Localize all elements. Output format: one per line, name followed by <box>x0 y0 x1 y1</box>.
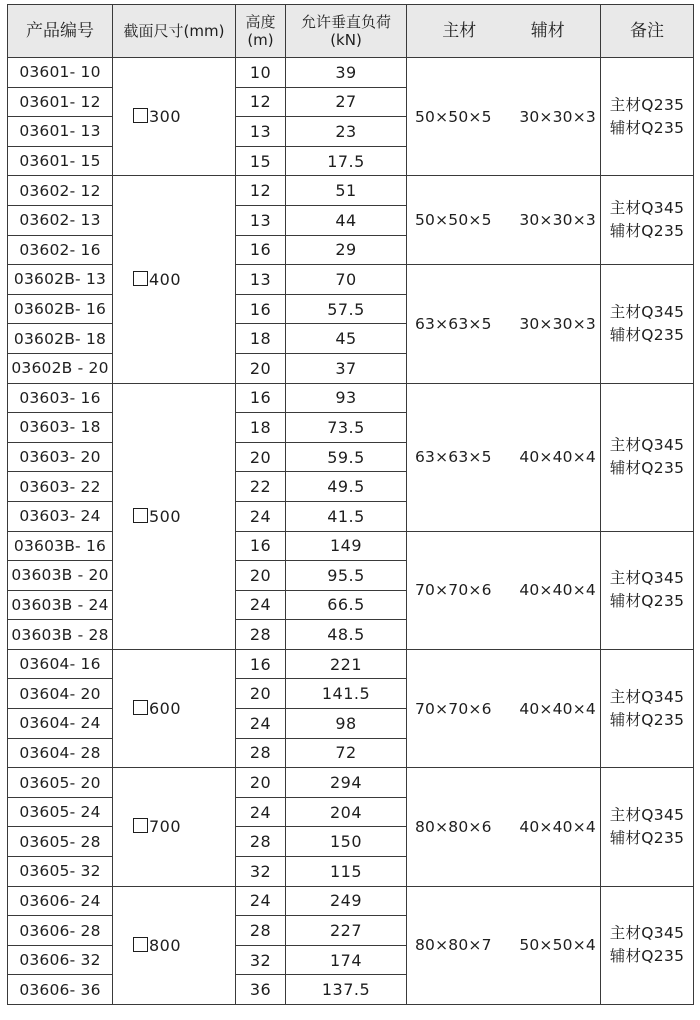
header-note: 备注 <box>601 5 694 58</box>
cell-section-size <box>113 383 236 649</box>
cell-load: 115 <box>286 857 407 887</box>
main-material-spec: 70×70×6 <box>415 581 492 600</box>
square-section-icon <box>133 108 148 123</box>
cell-load: 48.5 <box>286 620 407 650</box>
section-size-value: 600 <box>149 699 182 719</box>
cell-materials <box>407 58 601 176</box>
cell-product-code: 03603- 16 <box>8 383 113 413</box>
note-main-grade: 主材Q345 <box>609 924 685 943</box>
cell-height: 16 <box>236 235 286 265</box>
table-row <box>8 886 694 916</box>
note-main-grade: 主材Q345 <box>609 805 685 824</box>
cell-product-code: 03602- 16 <box>8 235 113 265</box>
cell-load: 221 <box>286 649 407 679</box>
cell-note <box>601 768 694 886</box>
cell-materials <box>407 768 601 886</box>
cell-load: 73.5 <box>286 413 407 443</box>
cell-note <box>601 383 694 531</box>
cell-note <box>601 886 694 1004</box>
section-size-value: 300 <box>149 107 182 127</box>
table-row <box>8 265 694 295</box>
cell-section-size <box>113 886 236 1004</box>
cell-height: 10 <box>236 58 286 88</box>
cell-note <box>601 649 694 767</box>
table-row <box>8 768 694 798</box>
cell-height: 16 <box>236 383 286 413</box>
cell-materials <box>407 649 601 767</box>
main-material-spec: 80×80×6 <box>415 817 492 836</box>
main-material-spec: 63×63×5 <box>415 314 492 333</box>
square-section-icon <box>133 508 148 523</box>
note-aux-grade: 辅材Q235 <box>609 592 685 611</box>
cell-product-code: 03605- 32 <box>8 857 113 887</box>
aux-material-spec: 30×30×3 <box>519 211 596 230</box>
cell-materials <box>407 531 601 649</box>
main-material-spec: 50×50×5 <box>415 211 492 230</box>
cell-load: 23 <box>286 117 407 147</box>
square-section-icon <box>133 271 148 286</box>
cell-load: 51 <box>286 176 407 206</box>
cell-load: 44 <box>286 205 407 235</box>
header-aux-material: 辅材 <box>530 21 565 41</box>
cell-load: 249 <box>286 886 407 916</box>
aux-material-spec: 40×40×4 <box>519 448 596 467</box>
cell-height: 20 <box>236 768 286 798</box>
section-size-value: 500 <box>149 506 182 526</box>
cell-product-code: 03601- 15 <box>8 146 113 176</box>
cell-section-size <box>113 176 236 383</box>
cell-height: 24 <box>236 501 286 531</box>
cell-product-code: 03601- 12 <box>8 87 113 117</box>
cell-height: 16 <box>236 294 286 324</box>
note-main-grade: 主材Q345 <box>609 199 685 218</box>
cell-product-code: 03604- 16 <box>8 649 113 679</box>
cell-product-code: 03605- 28 <box>8 827 113 857</box>
cell-height: 20 <box>236 561 286 591</box>
cell-height: 12 <box>236 176 286 206</box>
section-size-value: 700 <box>149 817 182 837</box>
cell-note <box>601 265 694 383</box>
cell-load: 141.5 <box>286 679 407 709</box>
note-main-grade: 主材Q345 <box>609 436 685 455</box>
main-material-spec: 80×80×7 <box>415 936 492 955</box>
cell-note <box>601 176 694 265</box>
cell-height: 24 <box>236 797 286 827</box>
cell-materials <box>407 265 601 383</box>
cell-height: 13 <box>236 117 286 147</box>
cell-load: 93 <box>286 383 407 413</box>
square-section-icon <box>133 937 148 952</box>
cell-load: 17.5 <box>286 146 407 176</box>
cell-materials <box>407 176 601 265</box>
cell-load: 45 <box>286 324 407 354</box>
cell-load: 27 <box>286 87 407 117</box>
aux-material-spec: 50×50×4 <box>519 936 596 955</box>
cell-note <box>601 58 694 176</box>
aux-material-spec: 40×40×4 <box>519 817 596 836</box>
cell-product-code: 03601- 13 <box>8 117 113 147</box>
cell-product-code: 03603- 22 <box>8 472 113 502</box>
cell-product-code: 03606- 36 <box>8 975 113 1005</box>
cell-height: 24 <box>236 590 286 620</box>
cell-height: 32 <box>236 857 286 887</box>
header-height-unit: (m) <box>247 31 274 49</box>
header-height <box>236 5 286 58</box>
note-main-grade: 主材Q345 <box>609 302 685 321</box>
cell-product-code: 03602- 12 <box>8 176 113 206</box>
cell-product-code: 03602B- 18 <box>8 324 113 354</box>
cell-product-code: 03603B - 28 <box>8 620 113 650</box>
header-product-code: 产品编号 <box>8 5 113 58</box>
cell-load: 70 <box>286 265 407 295</box>
aux-material-spec: 30×30×3 <box>519 107 596 126</box>
cell-section-size <box>113 649 236 767</box>
cell-load: 41.5 <box>286 501 407 531</box>
cell-height: 20 <box>236 442 286 472</box>
cell-height: 13 <box>236 205 286 235</box>
cell-product-code: 03602- 13 <box>8 205 113 235</box>
table-body <box>8 58 694 1005</box>
cell-product-code: 03603- 24 <box>8 501 113 531</box>
cell-load: 294 <box>286 768 407 798</box>
square-section-icon <box>133 700 148 715</box>
header-height-label: 高度 <box>245 13 276 31</box>
cell-height: 13 <box>236 265 286 295</box>
aux-material-spec: 40×40×4 <box>519 699 596 718</box>
note-aux-grade: 辅材Q235 <box>609 947 685 966</box>
table-row <box>8 383 694 413</box>
cell-product-code: 03603B - 24 <box>8 590 113 620</box>
note-main-grade: 主材Q345 <box>609 687 685 706</box>
header-row <box>8 5 694 58</box>
cell-product-code: 03604- 20 <box>8 679 113 709</box>
cell-materials <box>407 383 601 531</box>
cell-product-code: 03603B - 20 <box>8 561 113 591</box>
header-materials <box>407 5 601 58</box>
cell-height: 36 <box>236 975 286 1005</box>
cell-product-code: 03603- 18 <box>8 413 113 443</box>
cell-height: 32 <box>236 945 286 975</box>
cell-height: 18 <box>236 324 286 354</box>
aux-material-spec: 40×40×4 <box>519 581 596 600</box>
spec-table <box>7 4 694 1005</box>
cell-load: 49.5 <box>286 472 407 502</box>
cell-load: 59.5 <box>286 442 407 472</box>
note-aux-grade: 辅材Q235 <box>609 118 685 137</box>
cell-height: 22 <box>236 472 286 502</box>
cell-load: 57.5 <box>286 294 407 324</box>
cell-product-code: 03602B - 20 <box>8 353 113 383</box>
cell-materials <box>407 886 601 1004</box>
section-size-value: 400 <box>149 269 182 289</box>
cell-load: 204 <box>286 797 407 827</box>
cell-product-code: 03606- 28 <box>8 916 113 946</box>
cell-height: 16 <box>236 531 286 561</box>
cell-note <box>601 531 694 649</box>
table-row <box>8 58 694 88</box>
main-material-spec: 50×50×5 <box>415 107 492 126</box>
note-aux-grade: 辅材Q235 <box>609 222 685 241</box>
note-main-grade: 主材Q235 <box>609 95 685 114</box>
cell-height: 20 <box>236 353 286 383</box>
table-row <box>8 176 694 206</box>
cell-product-code: 03604- 28 <box>8 738 113 768</box>
cell-height: 28 <box>236 738 286 768</box>
cell-product-code: 03605- 24 <box>8 797 113 827</box>
cell-load: 174 <box>286 945 407 975</box>
cell-height: 12 <box>236 87 286 117</box>
cell-height: 28 <box>236 916 286 946</box>
cell-load: 149 <box>286 531 407 561</box>
cell-product-code: 03605- 20 <box>8 768 113 798</box>
cell-height: 28 <box>236 827 286 857</box>
cell-height: 24 <box>236 886 286 916</box>
cell-product-code: 03601- 10 <box>8 58 113 88</box>
cell-load: 98 <box>286 709 407 739</box>
header-load-label: 允许垂直负荷 <box>300 13 391 31</box>
header-section-size: 截面尺寸(mm) <box>113 5 236 58</box>
cell-load: 227 <box>286 916 407 946</box>
note-main-grade: 主材Q345 <box>609 569 685 588</box>
cell-product-code: 03606- 32 <box>8 945 113 975</box>
cell-product-code: 03603B- 16 <box>8 531 113 561</box>
header-main-material: 主材 <box>442 21 477 41</box>
cell-load: 66.5 <box>286 590 407 620</box>
cell-load: 72 <box>286 738 407 768</box>
note-aux-grade: 辅材Q235 <box>609 828 685 847</box>
note-aux-grade: 辅材Q235 <box>609 325 685 344</box>
main-material-spec: 63×63×5 <box>415 448 492 467</box>
cell-product-code: 03602B- 16 <box>8 294 113 324</box>
square-section-icon <box>133 818 148 833</box>
cell-height: 28 <box>236 620 286 650</box>
aux-material-spec: 30×30×3 <box>519 314 596 333</box>
header-load-unit: (kN) <box>330 31 362 49</box>
main-material-spec: 70×70×6 <box>415 699 492 718</box>
cell-product-code: 03602B- 13 <box>8 265 113 295</box>
cell-height: 24 <box>236 709 286 739</box>
cell-load: 39 <box>286 58 407 88</box>
cell-load: 150 <box>286 827 407 857</box>
table-row <box>8 649 694 679</box>
cell-load: 37 <box>286 353 407 383</box>
note-aux-grade: 辅材Q235 <box>609 459 685 478</box>
cell-product-code: 03604- 24 <box>8 709 113 739</box>
header-load <box>286 5 407 58</box>
cell-load: 95.5 <box>286 561 407 591</box>
section-size-value: 800 <box>149 935 182 955</box>
cell-product-code: 03603- 20 <box>8 442 113 472</box>
note-aux-grade: 辅材Q235 <box>609 710 685 729</box>
cell-section-size <box>113 768 236 886</box>
cell-height: 15 <box>236 146 286 176</box>
cell-load: 137.5 <box>286 975 407 1005</box>
cell-height: 20 <box>236 679 286 709</box>
cell-height: 18 <box>236 413 286 443</box>
cell-height: 16 <box>236 649 286 679</box>
cell-section-size <box>113 58 236 176</box>
cell-product-code: 03606- 24 <box>8 886 113 916</box>
table-row <box>8 531 694 561</box>
cell-load: 29 <box>286 235 407 265</box>
